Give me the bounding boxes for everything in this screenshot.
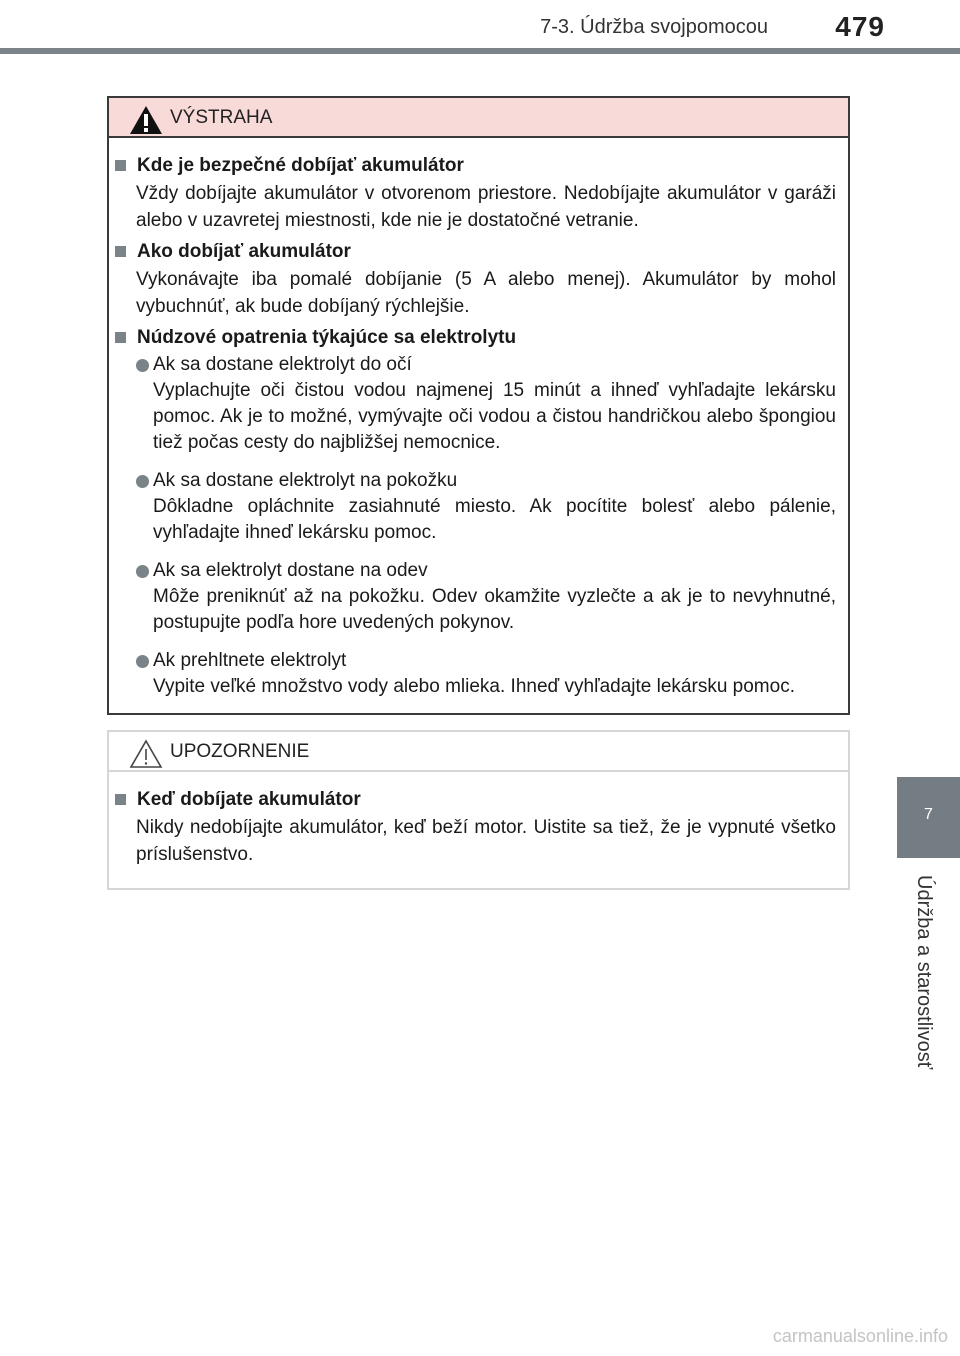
section-title [115,238,848,266]
caution-label: UPOZORNENIE [170,741,310,762]
bullet-text: Môže preniknúť až na pokožku. Odev okamžite vyzlečte a ak je to nevyhnutné, postupujte podľa hore uvedených pokynov. [153,586,836,633]
header-rule [0,48,960,54]
bullet-title: Ak sa elektrolyt dostane na odev [153,560,428,581]
circle-bullet-icon [136,359,149,372]
section-title [115,786,848,814]
warning-label: VÝSTRAHA [170,107,273,128]
list-item [136,352,836,456]
section-title [115,152,848,180]
section-title-text: Ako dobíjať akumulátor [137,241,351,262]
square-bullet-icon [115,246,126,257]
caution-triangle-icon [129,739,163,769]
section-title [115,324,848,352]
watermark: carmanualsonline.info [772,1326,948,1346]
section-text: Nikdy nedobíjajte akumulátor, keď beží motor. Uistite sa tiež, že je vypnuté všetko príslušenstvo. [136,817,836,865]
bullet-title: Ak sa dostane elektrolyt do očí [153,354,412,375]
circle-bullet-icon [136,565,149,578]
caution-section [109,786,848,868]
running-header-section: 7-3. Údržba svojpomocou [540,16,768,38]
chapter-tab [897,777,960,858]
bullet-title: Ak sa dostane elektrolyt na pokožku [153,470,458,491]
list-item [136,648,836,700]
list-item [136,558,836,636]
circle-bullet-icon [136,475,149,488]
circle-bullet-icon [136,655,149,668]
page-number: 479 [835,11,885,42]
section-text: Vykonávajte iba pomalé dobíjanie (5 A alebo menej). Akumulátor by mohol vybuchnúť, ak bude dobíjaný rýchlejšie. [136,269,836,317]
square-bullet-icon [115,160,126,171]
bullet-text: Vypite veľké množstvo vody alebo mlieka. Ihneď vyhľadajte lekársku pomoc. [153,676,795,697]
warning-section [109,238,848,320]
warning-section [109,152,848,234]
section-text: Vždy dobíjajte akumulátor v otvorenom priestore. Nedobíjajte akumulátor v garáži alebo v uzavretej miestnosti, kde nie je dostatočné vetranie. [136,183,836,231]
square-bullet-icon [115,332,126,343]
caution-header [109,732,848,772]
warning-triangle-icon [129,105,163,135]
square-bullet-icon [115,794,126,805]
section-title-text: Kde je bezpečné dobíjať akumulátor [137,155,464,176]
section-title-text: Núdzové opatrenia týkajúce sa elektrolytu [137,327,517,348]
chapter-side-title: Údržba a starostlivosť [913,875,935,1070]
warning-box [107,96,850,715]
warning-header [109,98,848,138]
caution-body [109,772,848,868]
chapter-tab-number: 7 [924,806,933,823]
warning-section [109,324,848,700]
caution-box [107,730,850,890]
section-title-text: Keď dobíjate akumulátor [137,789,361,810]
bullet-text: Vyplachujte oči čistou vodou najmenej 15 minút a ihneď vyhľadajte lekársku pomoc. Ak je to možné, vymývajte oči vodou a čistou handričkou alebo špongiou tiež počas cesty do najbližšej nemocnice. [153,380,836,453]
warning-body [109,138,848,700]
bullet-text: Dôkladne opláchnite zasiahnuté miesto. Ak pocítite bolesť alebo pálenie, vyhľadajte ihneď lekársku pomoc. [153,496,836,543]
list-item [136,468,836,546]
bullet-title: Ak prehltnete elektrolyt [153,650,347,671]
